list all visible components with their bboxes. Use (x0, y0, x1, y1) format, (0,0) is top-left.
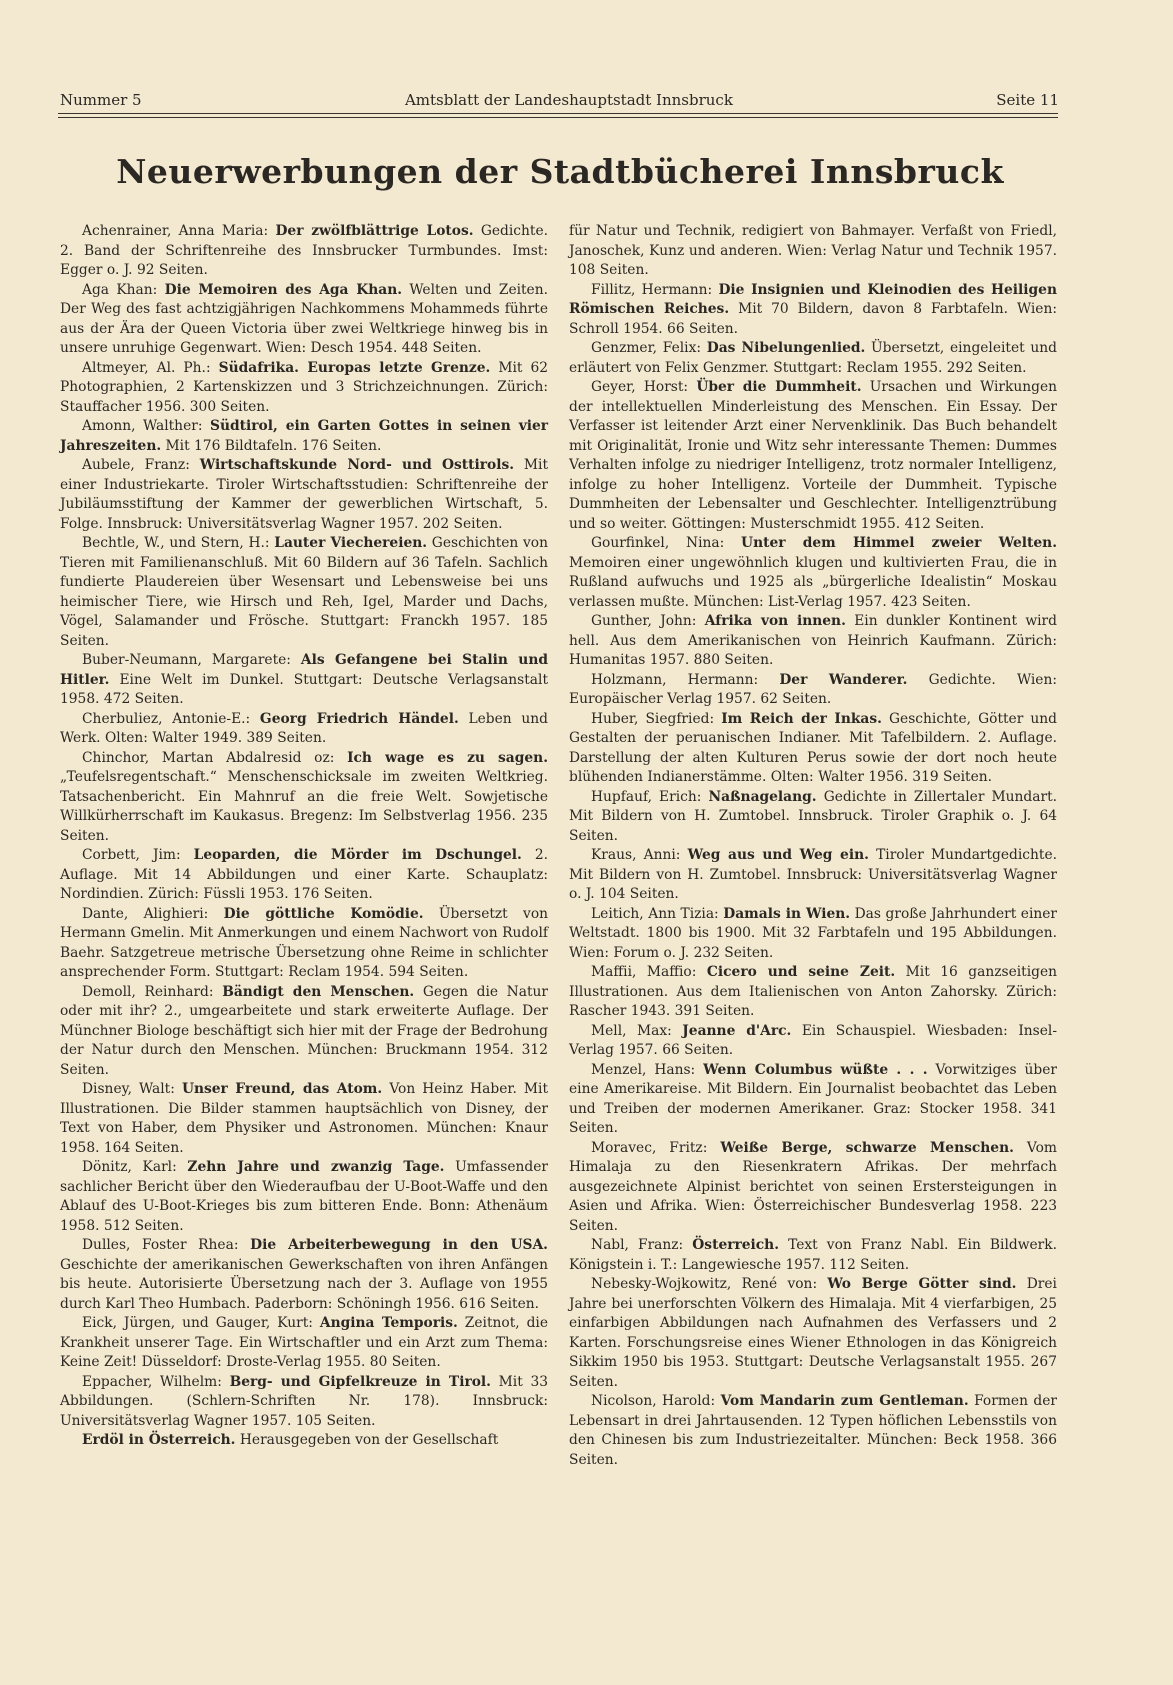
book-author: Corbett, Jim: (82, 847, 181, 863)
book-entry (60, 1080, 548, 1158)
book-entry (569, 846, 1057, 905)
book-details: Mit 62 Photographien, 2 Kartenskizzen und 3 Strichzeichnungen. Zürich: Stauffacher 1956. 300 Seiten. (60, 359, 549, 415)
book-entry (569, 1139, 1057, 1237)
book-title: Die Memoiren des Aga Khan. (164, 281, 403, 298)
page-header (60, 88, 1059, 112)
book-entry (60, 846, 548, 905)
book-entry (569, 1392, 1057, 1470)
book-title: Vom Mandarin zum Gentleman. (720, 1393, 969, 1409)
book-title: Die Arbeiterbewegung in den USA. (250, 1237, 548, 1253)
book-details: Gedichte. 2. Band der Schriftenreihe des Innsbrucker Turmbundes. Imst: Egger o. J. 92 Seiten. (60, 223, 548, 278)
book-entry (60, 749, 548, 847)
book-entry (60, 359, 548, 418)
book-details: Geschichte, Götter und Gestalten der peruanischen Indianer. Mit Tafelbildern. 2. Auflage. Darstellung der alten Kulturen Perus sowie der dort noch heute blühenden Indianerstämme. Olten: Walter 1956. 319 Seiten. (569, 710, 1057, 785)
book-entry (569, 534, 1057, 612)
book-author: Eppacher, Wilhelm: (82, 1373, 222, 1390)
book-title: Als Gefangene bei Stalin und Hitler. (60, 652, 548, 688)
book-title: Erdöl in Österreich. (82, 1432, 236, 1448)
book-details: Drei Jahre bei unerforschten Völkern des Himalaja. Mit 4 vierfarbigen, 25 einfarbigen Abbildungen nach Aufnahmen des Verfassers und 2 Karten. Forschungsreise eines Wiener Ethnologen in das Königreich Sikkim 1950 bis 1953. Stuttgart: Deutsche Verlagsanstalt 1955. 267 Seiten. (569, 1276, 1057, 1390)
book-author: Holzmann, Hermann: (591, 671, 759, 688)
book-entry (60, 1431, 548, 1451)
book-title: Lauter Viechereien. (274, 535, 428, 551)
book-entry (569, 339, 1057, 378)
book-author: Gourfinkel, Nina: (591, 535, 725, 551)
book-author: Gunther, John: (591, 613, 697, 629)
book-entry (60, 651, 548, 710)
book-details: Ursachen und Wirkungen der intellektuellen Minderleistung des Menschen. Ein Essay. Der Verfasser ist leitender Arzt einer Nervenklinik. Das Buch behandelt mit Originalität, Ironie und Witz sehr interessante Themen: Dummes Verhalten infolge zu niedriger Intelligenz, trotz normaler Intelligenz, infolge zu hoher Intelligenz. Vorteile der Dummheit. Typische Dummheiten der Lebensalter und Geschlechter. Intelligenztrübung und so weiter. Göttingen: Musterschmidt 1955. 412 Seiten. (569, 379, 1058, 532)
book-details: Mit 176 Bildtafeln. 176 Seiten. (165, 437, 382, 454)
book-author: Menzel, Hans: (591, 1061, 696, 1078)
book-entry (60, 1314, 548, 1373)
book-title: Jeanne d'Arc. (682, 1022, 792, 1039)
book-author: Mell, Max: (591, 1022, 672, 1039)
issue-number: Nummer 5 (60, 91, 142, 109)
book-title: Damals in Wien. (723, 905, 851, 922)
book-details: Gedichte in Zillertaler Mundart. Mit Bildern von H. Zumtobel. Innsbruck. Tiroler Graphik o. J. 64 Seiten. (569, 788, 1058, 844)
book-title: Ich wage es zu sagen. (347, 749, 549, 766)
book-details: Leben und Werk. Olten: Walter 1949. 389 Seiten. (60, 710, 549, 746)
page-number: Seite 11 (996, 91, 1059, 109)
book-author: Dulles, Foster Rhea: (82, 1237, 239, 1253)
book-author: Buber-Neumann, Margarete: (82, 652, 291, 668)
book-author: Altmeyer, Al. Ph.: (82, 359, 211, 376)
book-author: Aga Khan: (82, 281, 158, 298)
book-title: Angina Temporis. (319, 1315, 458, 1331)
book-title: Leoparden, die Mörder im Dschungel. (193, 847, 522, 863)
right-column (569, 222, 1057, 1470)
book-author: Hupfauf, Erich: (591, 788, 702, 805)
book-details: Das große Jahrhundert einer Weltstadt. 1800 bis 1900. Mit 32 Farbtafeln und 195 Abbildungen. Wien: Forum o. J. 232 Seiten. (569, 905, 1058, 961)
book-details: Memoiren einer ungewöhnlich klugen und kultivierten Frau, die in Rußland aufwuchs und 1925 als „bürgerliche Idealistin“ Moskau verlassen mußte. München: List-Verlag 1957. 423 Seiten. (569, 554, 1057, 610)
book-title: Naßnagelang. (708, 788, 817, 805)
book-details: für Natur und Technik, redigiert von Bahmayer. Verfaßt von Friedl, Janoschek, Kunz und anderen. Wien: Verlag Natur und Technik 1957. 108 Seiten. (569, 223, 1057, 278)
book-title: Der Wanderer. (779, 671, 908, 688)
book-title: Bändigt den Menschen. (222, 983, 415, 1000)
book-author: Aubele, Franz: (82, 457, 190, 473)
book-entry (569, 281, 1057, 340)
book-entry (569, 788, 1057, 847)
book-entry (60, 456, 548, 534)
book-entry (60, 983, 548, 1081)
book-details: Tiroler Mundartgedichte. Mit Bildern von H. Zumtobel. Innsbruck: Universitätsverlag Wagner o. J. 104 Seiten. (569, 847, 1058, 902)
book-details: Mit 70 Bildern, davon 8 Farbtafeln. Wien: Schroll 1954. 66 Seiten. (569, 301, 1058, 337)
book-details: Geschichten von Tieren mit Familienanschluß. Mit 60 Bildern auf 36 Tafeln. Sachlich fundierte Plaudereien über Wesensart und Lebensweise bei uns heimischer Tiere, wie Hirsch und Reh, Igel, Marder und Dachs, Vögel, Salamander und Frösche. Stuttgart: Franckh 1957. 185 Seiten. (60, 535, 548, 649)
book-entry (569, 1022, 1057, 1061)
book-entry (60, 281, 548, 359)
book-author: Huber, Siegfried: (591, 710, 715, 727)
book-author: Genzmer, Felix: (591, 340, 702, 356)
book-entry (60, 1236, 548, 1314)
book-entry (569, 710, 1057, 788)
book-entry (60, 222, 548, 281)
book-details: Vom Himalaja zu den Riesenkratern Afrikas. Der mehrfach ausgezeichnete Alpinist berichtet von seinen Erstersteigungen in Asien und Afrika. Wien: Österreichischer Bundesverlag 1958. 223 Seiten. (569, 1139, 1057, 1234)
book-author: Demoll, Reinhard: (82, 983, 214, 1000)
book-author: Geyer, Horst: (591, 379, 689, 395)
book-title: Weiße Berge, schwarze Menschen. (720, 1139, 1014, 1156)
book-title: Berg- und Gipfelkreuze in Tirol. (229, 1373, 491, 1390)
book-details: Mit 16 ganzseitigen Illustrationen. Aus dem Italienischen von Anton Zahorsky. Zürich: Rascher 1943. 391 Seiten. (569, 964, 1058, 1019)
book-entry (569, 378, 1057, 534)
book-title: Wo Berge Götter sind. (827, 1276, 1017, 1292)
book-title: Weg aus und Weg ein. (687, 847, 869, 863)
book-title: Südtirol, ein Garten Gottes in seinen vier Jahreszeiten. (60, 418, 549, 454)
book-entry (60, 1373, 548, 1432)
book-details: „Teufelsregentschaft.“ Menschenschicksale im zweiten Weltkrieg. Tatsachenbericht. Ein Mahnruf an die freie Welt. Sowjetische Willkürherrschaft im Kaukasus. Bregenz: Im Selbstverlag 1956. 235 Seiten. (60, 769, 548, 844)
book-details: Mit 33 Abbildungen. (Schlern-Schriften Nr. 178). Innsbruck: Universitätsverlag Wagner 1957. 105 Seiten. (60, 1373, 549, 1429)
book-author: Disney, Walt: (82, 1081, 175, 1097)
book-details: Ein Schauspiel. Wiesbaden: Insel-Verlag 1957. 66 Seiten. (569, 1022, 1057, 1058)
book-entry (60, 710, 548, 749)
header-rule (58, 117, 1058, 118)
book-title: Südafrika. Europas letzte Grenze. (218, 359, 491, 376)
left-column (60, 222, 548, 1451)
book-details: Text von Franz Nabl. Ein Bildwerk. Königstein i. T.: Langewiesche 1957. 112 Seiten. (569, 1237, 1058, 1273)
book-details: Gegen die Natur oder mit ihr? 2., umgearbeitete und stark erweiterte Auflage. Der Münchner Biologe beschäftigt sich hier mit der Frage der Bedrohung der Natur durch den Menschen. München: Bruckmann 1954. 312 Seiten. (60, 983, 548, 1078)
book-entry (569, 1236, 1057, 1275)
book-author: Nabl, Franz: (591, 1237, 684, 1253)
book-author: Eick, Jürgen, und Gauger, Kurt: (82, 1315, 313, 1331)
book-entry (569, 612, 1057, 671)
book-title: Unter dem Himmel zweier Welten. (741, 535, 1057, 551)
book-title: Unser Freund, das Atom. (181, 1081, 383, 1097)
book-details: Ein dunkler Kontinent wird hell. Aus dem Amerikanischen von Heinrich Kaufmann. Zürich: Humanitas 1957. 880 Seiten. (569, 613, 1057, 668)
book-entry (569, 671, 1057, 710)
book-title: Das Nibelungenlied. (706, 340, 866, 356)
book-author: Leitich, Ann Tizia: (591, 905, 719, 922)
book-title: Cicero und seine Zeit. (706, 964, 896, 980)
book-author: Amonn, Walther: (82, 418, 203, 434)
book-entry (569, 1275, 1057, 1392)
book-title: Der zwölfblättrige Lotos. (275, 223, 474, 239)
book-author: Dönitz, Karl: (82, 1159, 177, 1175)
book-author: Cherbuliez, Antonie-E.: (82, 710, 251, 727)
book-title: Wirtschaftskunde Nord- und Osttirols. (199, 457, 515, 473)
book-details: Welten und Zeiten. Der Weg des fast achtzigjährigen Nachkommens Mohammeds führte aus der Ära der Queen Victoria über zwei Weltkriege hinweg bis in unsere unruhige Gegenwart. Wien: Desch 1954. 448 Seiten. (60, 281, 548, 356)
book-details: Formen der Lebensart in drei Jahrtausenden. 12 Typen höflichen Lebensstils von den Chinesen bis zum Industriezeitalter. München: Beck 1958. 366 Seiten. (569, 1393, 1058, 1468)
book-details: Von Heinz Haber. Mit Illustrationen. Die Bilder stammen hauptsächlich von Disney, der Text von Haber, dem Physiker und Astronomen. München: Knaur 1958. 164 Seiten. (60, 1081, 549, 1156)
book-author: Nicolson, Harold: (591, 1393, 716, 1409)
book-entry (60, 534, 548, 651)
book-title: Die göttliche Komödie. (223, 905, 424, 922)
book-details: Eine Welt im Dunkel. Stuttgart: Deutsche Verlagsanstalt 1958. 472 Seiten. (60, 671, 548, 707)
book-details: Übersetzt, eingeleitet und erläutert von Felix Genzmer. Stuttgart: Reclam 1955. 292 Seiten. (569, 340, 1058, 376)
book-author: Achenrainer, Anna Maria: (82, 223, 269, 239)
book-details: Gedichte. Wien: Europäischer Verlag 1957. 62 Seiten. (569, 671, 1058, 707)
book-author: Bechtle, W., und Stern, H.: (82, 535, 270, 551)
book-title: Die Insignien und Kleinodien des Heiligen Römischen Reiches. (569, 281, 1057, 317)
book-author: Nebesky-Wojkowitz, René von: (591, 1276, 818, 1292)
book-entry (569, 222, 1057, 281)
book-author: Chinchor, Martan Abdalresid oz: (82, 749, 335, 766)
book-details: Zeitnot, die Krankheit unserer Tage. Ein Wirtschaftler und ein Arzt zum Thema: Keine Zeit! Düsseldorf: Droste-Verlag 1955. 80 Seiten. (60, 1315, 548, 1370)
book-title: Georg Friedrich Händel. (259, 710, 459, 727)
book-entry (60, 417, 548, 456)
book-title: Zehn Jahre und zwanzig Tage. (187, 1159, 445, 1175)
book-details: Geschichte der amerikanischen Gewerkschaften von ihren Anfängen bis heute. Autorisierte Übersetzung nach der 3. Auflage von 1955 durch Karl Theo Humbach. Paderborn: Schöningh 1956. 616 Seiten. (60, 1256, 548, 1312)
book-details: Vorwitziges über eine Amerikareise. Mit Bildern. Ein Journalist beobachtet das Leben und Treiben der modernen Amerikaner. Graz: Stocker 1958. 341 Seiten. (569, 1061, 1058, 1136)
book-author: Dante, Alighieri: (82, 905, 209, 922)
book-entry (60, 1158, 548, 1236)
book-details: Herausgegeben von der Gesellschaft (239, 1432, 499, 1448)
header-rule (58, 113, 1058, 114)
book-author: Moravec, Fritz: (591, 1139, 708, 1156)
book-title: Im Reich der Inkas. (721, 710, 882, 727)
book-author: Kraus, Anni: (591, 847, 681, 863)
book-title: Österreich. (692, 1237, 780, 1253)
book-title: Wenn Columbus wüßte . . . (703, 1061, 928, 1078)
book-details: 2. Auflage. Mit 14 Abbildungen und einer Karte. Schauplatz: Nordindien. Zürich: Füssli 1953. 176 Seiten. (60, 847, 548, 902)
book-entry (569, 905, 1057, 964)
book-entry (569, 1061, 1057, 1139)
publication-name: Amtsblatt der Landeshauptstadt Innsbruck (404, 91, 733, 109)
book-details: Mit einer Industriekarte. Tiroler Wirtschaftsstudien: Schriftenreihe der Jubiläumsstiftung der Kammer der gewerblichen Wirtschaft, 5. Folge. Innsbruck: Universitätsverlag Wagner 1957. 202 Seiten. (60, 457, 548, 532)
article-title: Neuerwerbungen der Stadtbücherei Innsbruck (116, 152, 1004, 191)
book-author: Fillitz, Hermann: (591, 281, 713, 298)
book-details: Übersetzt von Hermann Gmelin. Mit Anmerkungen und einem Nachwort von Rudolf Baehr. Satzgetreue metrische Übersetzung ohne Reime in schlichter ansprechender Form. Stuttgart: Reclam 1954. 594 Seiten. (60, 905, 549, 980)
book-details: Umfassender sachlicher Bericht über den Wiederaufbau der U-Boot-Waffe und den Ablauf des U-Boot-Krieges bis zum bitteren Ende. Bonn: Athenäum 1958. 512 Seiten. (60, 1159, 548, 1234)
book-title: Afrika von innen. (704, 613, 846, 629)
book-entry (60, 905, 548, 983)
book-entry (569, 963, 1057, 1022)
book-author: Maffii, Maffio: (591, 964, 697, 980)
book-title: Über die Dummheit. (696, 379, 862, 395)
